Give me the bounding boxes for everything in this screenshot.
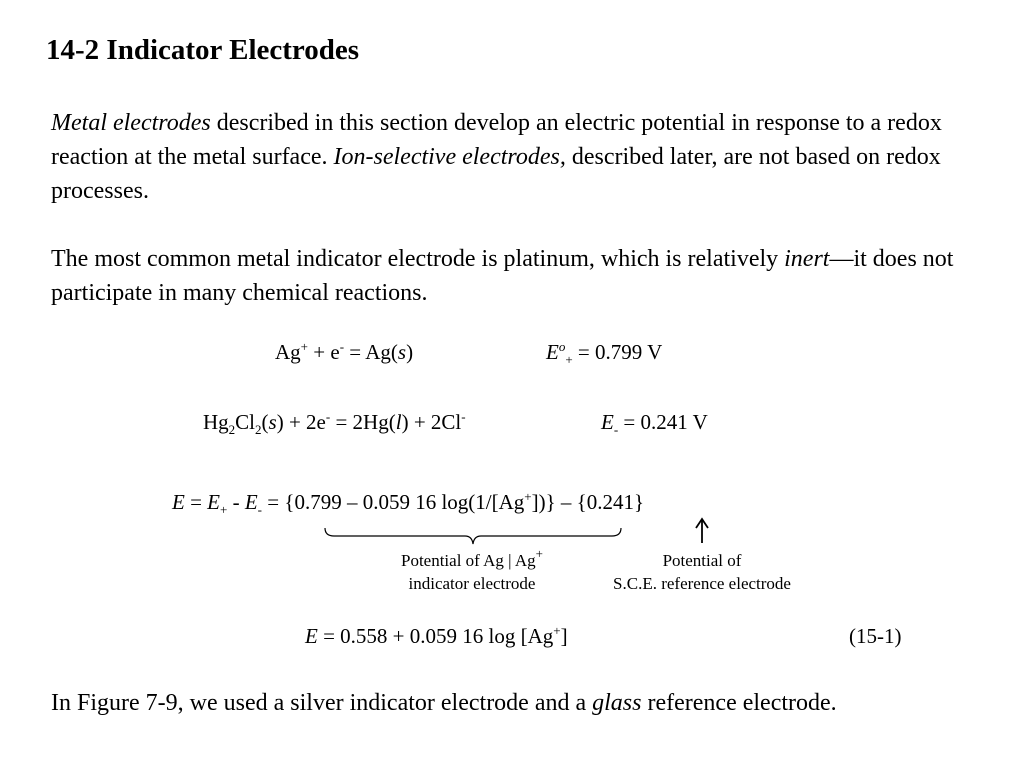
paragraph-metal-electrodes: Metal electrodes described in this section develop an electric potential in response to a redox reaction at the metal surface. Ion-selective electrodes, described later, are not based on redox processes. <box>51 110 942 204</box>
label-sce-reference: Potential of S.C.E. reference electrode <box>613 551 791 593</box>
silver-potential: $E^o_+ = 0.799$ V <box>546 339 663 367</box>
equation-number: (15-1) <box>849 624 902 648</box>
term-metal-electrodes: Metal electrodes <box>51 110 211 136</box>
label-silver-indicator: Potential of Ag | Ag+ indicator electrode <box>400 546 544 593</box>
cell-potential-equation: $E = E_+ - E_- = \{0.799 - 0.059$ 16 log(1/[Ag+])} – {0.241} <box>172 489 645 517</box>
final-equation: E = 0.558 + 0.059 16 log [Ag+] <box>305 623 568 648</box>
closing-sentence: In Figure 7-9, we used a silver indicator electrode and a glass reference electrode. <box>51 690 837 716</box>
term-glass: glass <box>592 690 642 716</box>
calomel-potential: $E_- = 0.241$ V <box>601 410 708 437</box>
paragraph-platinum: The most common metal indicator electrode is platinum, which is relatively inert—it does not participate in many chemical reactions. <box>51 246 954 306</box>
page-title: 14-2 Indicator Electrodes <box>46 34 360 66</box>
calomel-reaction: $Hg_2Cl_2(s) + 2e^- = 2Hg(l) + 2Cl^-$ <box>203 409 466 437</box>
curly-brace <box>325 528 621 544</box>
term-ion-selective-electrodes: Ion-selective electrodes, <box>333 144 566 170</box>
silver-reaction: Ag+ + e- = Ag(s) <box>275 339 414 364</box>
term-inert: inert <box>784 246 830 272</box>
